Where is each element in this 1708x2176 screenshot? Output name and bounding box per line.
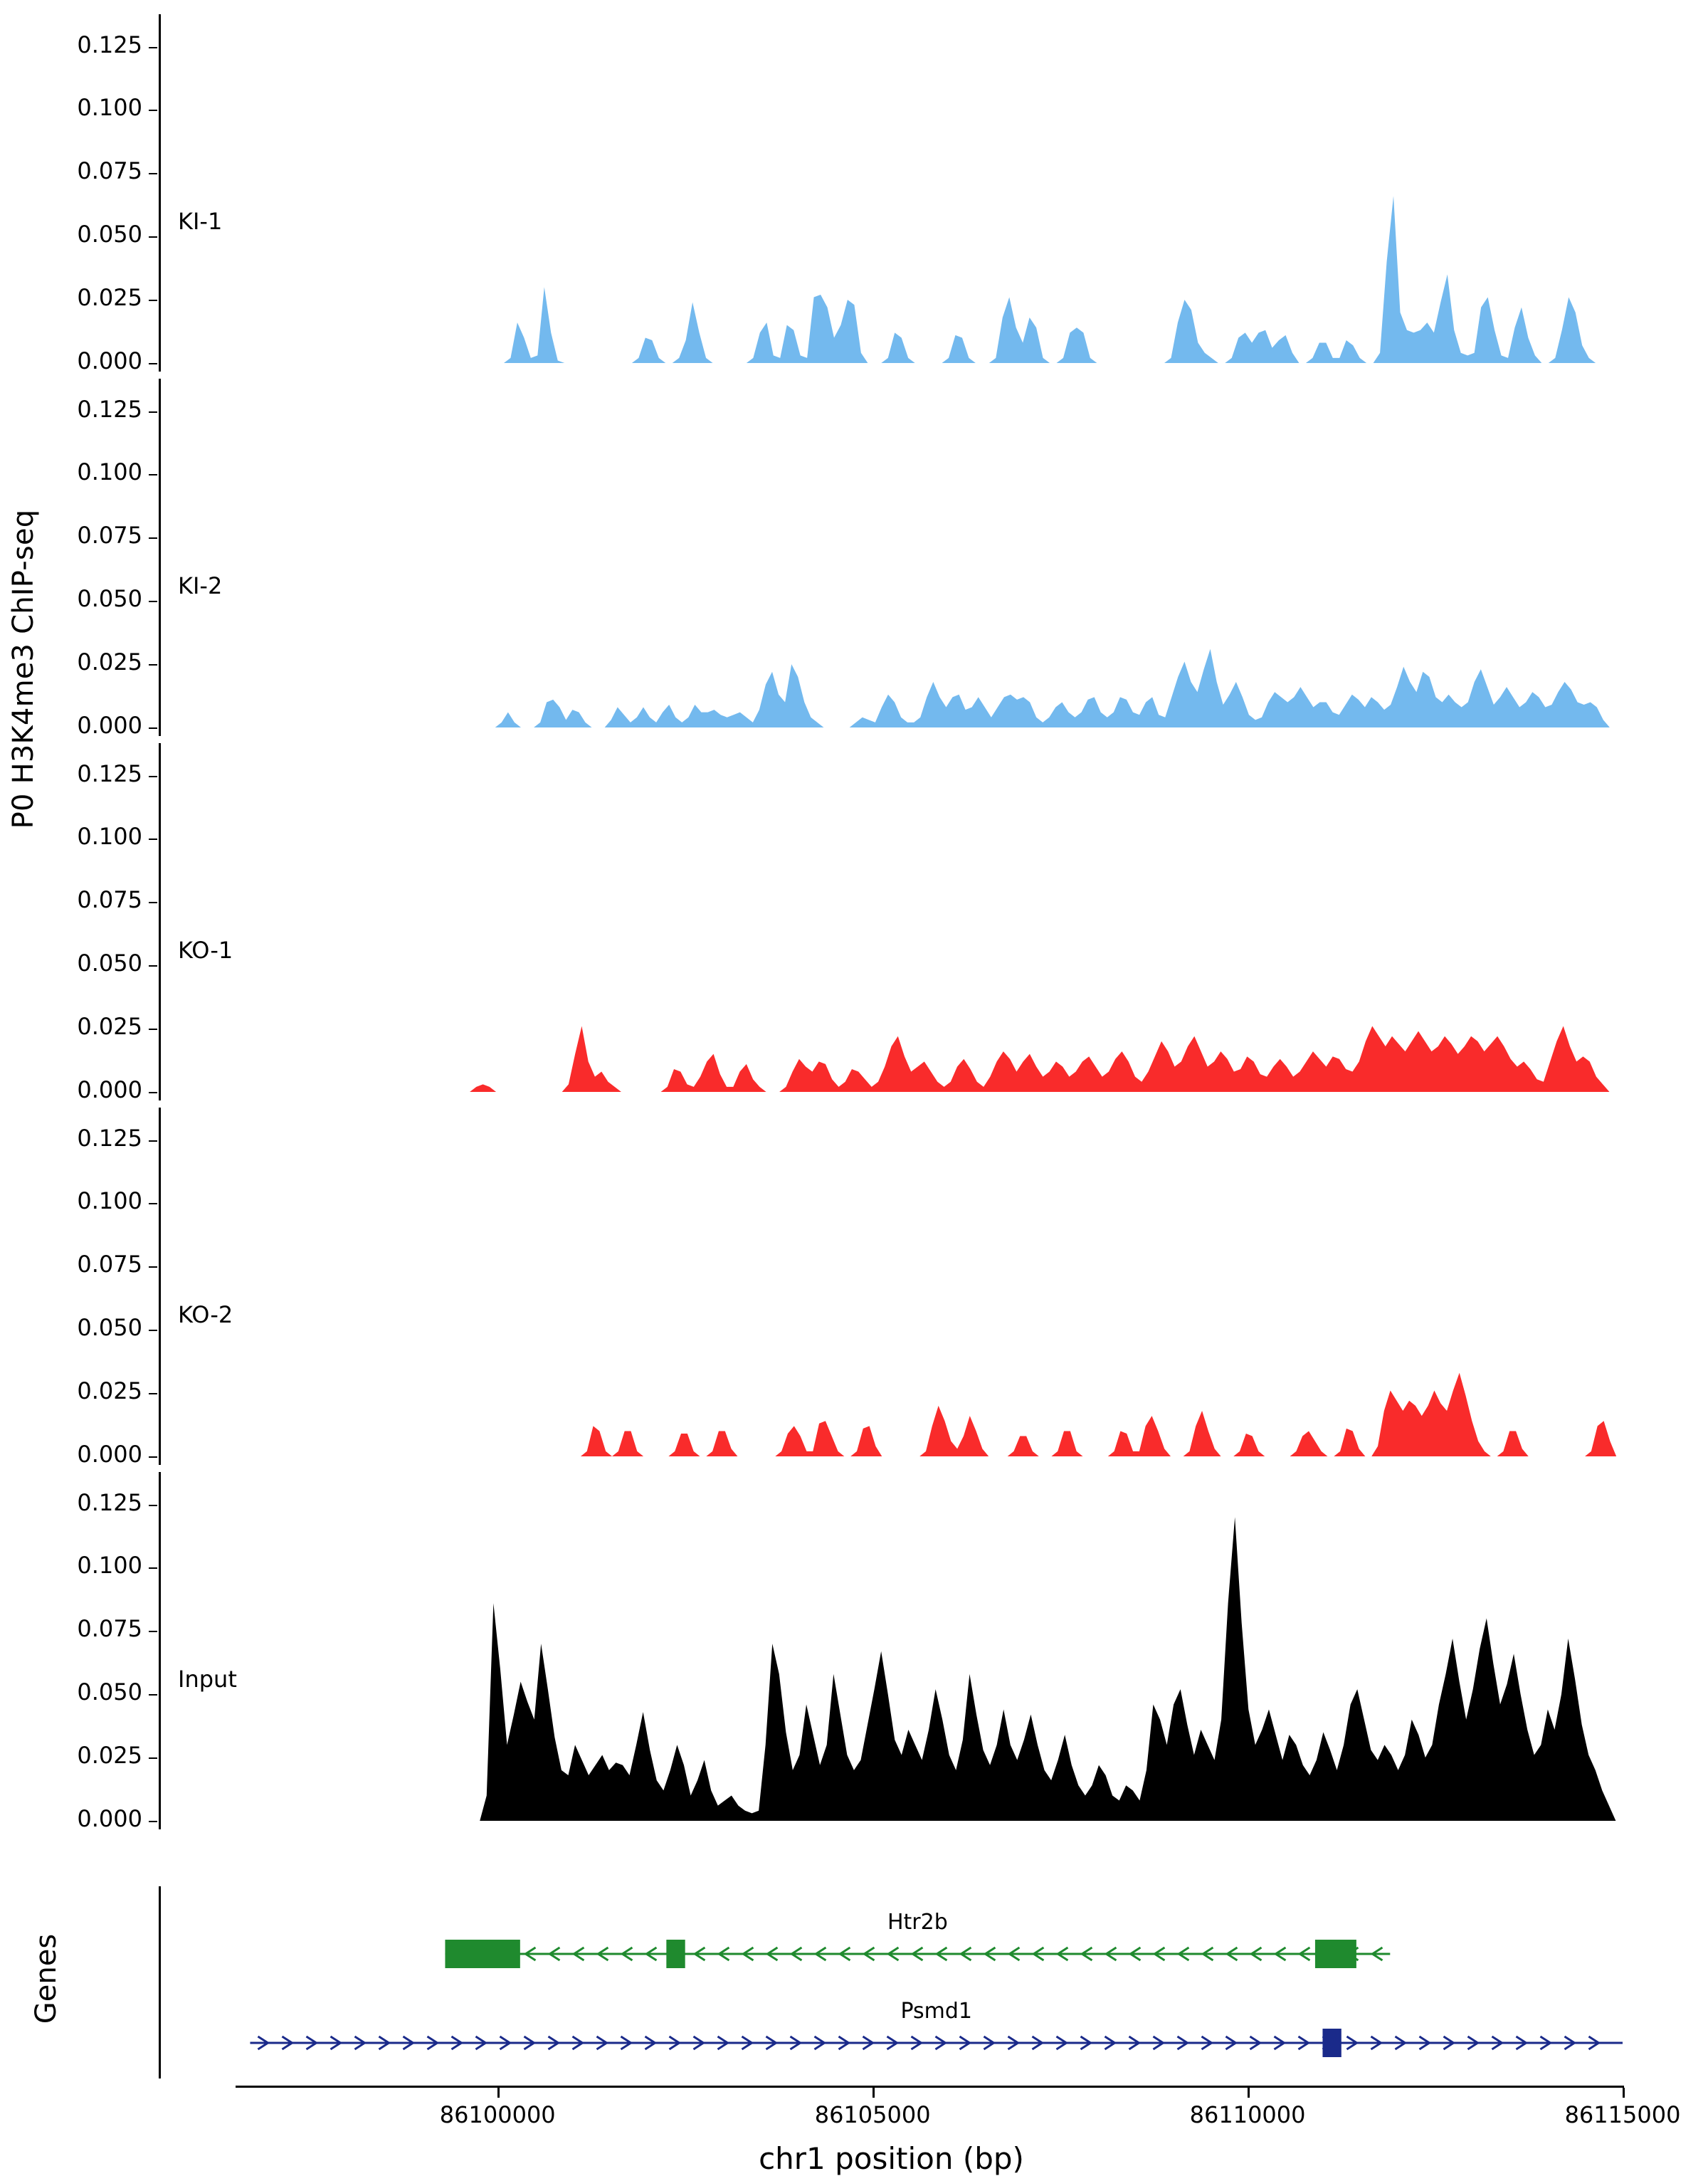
track-label-ki-2: KI-2: [178, 572, 223, 600]
y-tick-label: 0.000: [77, 347, 142, 374]
y-tick: [149, 236, 157, 238]
y-tick-label: 0.100: [77, 94, 142, 122]
track-ko-1: [0, 743, 1708, 1108]
y-tick: [149, 1393, 157, 1394]
y-tick: [149, 1567, 157, 1569]
y-tick-label: 0.125: [77, 760, 142, 787]
y-tick: [149, 411, 157, 413]
track-label-ko-2: KO-2: [178, 1301, 233, 1329]
y-tick-label: 0.125: [77, 31, 142, 58]
y-tick-label: 0.050: [77, 221, 142, 248]
y-tick: [149, 965, 157, 967]
y-tick-label: 0.025: [77, 284, 142, 312]
x-axis-title: chr1 position (bp): [759, 2141, 1024, 2176]
y-tick: [149, 1029, 157, 1030]
y-tick-label: 0.050: [77, 1314, 142, 1342]
y-tick: [149, 173, 157, 174]
x-axis: [0, 2086, 1708, 2150]
y-tick: [149, 902, 157, 903]
y-tick-label: 0.050: [77, 950, 142, 977]
x-tick: [1623, 2088, 1625, 2098]
y-tick-label: 0.100: [77, 823, 142, 851]
y-tick-label: 0.025: [77, 1377, 142, 1405]
y-tick: [149, 300, 157, 301]
y-tick-label: 0.000: [77, 1805, 142, 1832]
y-tick-label: 0.000: [77, 712, 142, 739]
y-tick: [149, 1757, 157, 1759]
y-tick: [149, 1330, 157, 1331]
gene-label-psmd1: Psmd1: [900, 1999, 972, 2024]
y-tick-label: 0.075: [77, 886, 142, 914]
x-tick-label: 86110000: [1189, 2101, 1306, 2128]
genes-axis-title: Genes: [30, 1933, 63, 2024]
track-label-input: Input: [178, 1666, 237, 1693]
y-tick: [149, 1266, 157, 1268]
y-tick-label: 0.075: [77, 157, 142, 185]
y-tick: [149, 601, 157, 602]
track-area-ki-2: [160, 379, 1623, 736]
y-tick: [149, 839, 157, 840]
y-tick: [149, 110, 157, 111]
y-tick-label: 0.075: [77, 522, 142, 550]
y-tick-label: 0.050: [77, 585, 142, 613]
gene-label-htr2b: Htr2b: [887, 1910, 948, 1935]
y-tick-label: 0.125: [77, 395, 142, 423]
y-tick: [149, 1456, 157, 1458]
y-tick-label: 0.050: [77, 1678, 142, 1706]
track-ki-2: [0, 379, 1708, 743]
track-area-ki-1: [160, 14, 1623, 372]
y-tick: [149, 537, 157, 539]
x-tick-label: 86115000: [1564, 2101, 1681, 2128]
y-tick-label: 0.000: [77, 1076, 142, 1103]
y-tick-label: 0.000: [77, 1441, 142, 1468]
y-tick: [149, 1140, 157, 1142]
track-input: [0, 1472, 1708, 1836]
y-tick: [149, 474, 157, 475]
y-tick: [149, 1505, 157, 1506]
y-tick: [149, 727, 157, 729]
track-area-input: [160, 1472, 1623, 1829]
track-label-ko-1: KO-1: [178, 937, 233, 965]
x-tick-label: 86105000: [814, 2101, 931, 2128]
track-label-ki-1: KI-1: [178, 208, 223, 236]
y-tick-label: 0.100: [77, 1187, 142, 1215]
x-tick-label: 86100000: [439, 2101, 556, 2128]
y-tick: [149, 363, 157, 364]
x-tick: [497, 2088, 500, 2098]
track-ko-2: [0, 1108, 1708, 1472]
y-tick: [149, 1631, 157, 1632]
y-tick: [149, 1203, 157, 1204]
y-tick-label: 0.025: [77, 1013, 142, 1041]
y-tick: [149, 1694, 157, 1696]
y-axis-title: P0 H3K4me3 ChIP-seq: [7, 509, 40, 829]
y-tick-label: 0.100: [77, 1552, 142, 1580]
y-tick-label: 0.075: [77, 1615, 142, 1643]
track-area-ko-1: [160, 743, 1623, 1100]
y-tick-label: 0.100: [77, 458, 142, 486]
x-tick: [1248, 2088, 1250, 2098]
x-tick: [873, 2088, 875, 2098]
y-tick-label: 0.025: [77, 1742, 142, 1770]
x-axis-spine: [236, 2086, 1624, 2088]
y-tick: [149, 664, 157, 666]
y-tick: [149, 1821, 157, 1822]
track-ki-1: [0, 14, 1708, 379]
y-tick: [149, 47, 157, 48]
y-tick-label: 0.025: [77, 648, 142, 676]
y-tick-label: 0.075: [77, 1251, 142, 1278]
y-tick: [149, 1092, 157, 1093]
track-area-ko-2: [160, 1108, 1623, 1465]
y-tick-label: 0.125: [77, 1124, 142, 1152]
y-tick-label: 0.125: [77, 1488, 142, 1516]
y-tick: [149, 776, 157, 777]
